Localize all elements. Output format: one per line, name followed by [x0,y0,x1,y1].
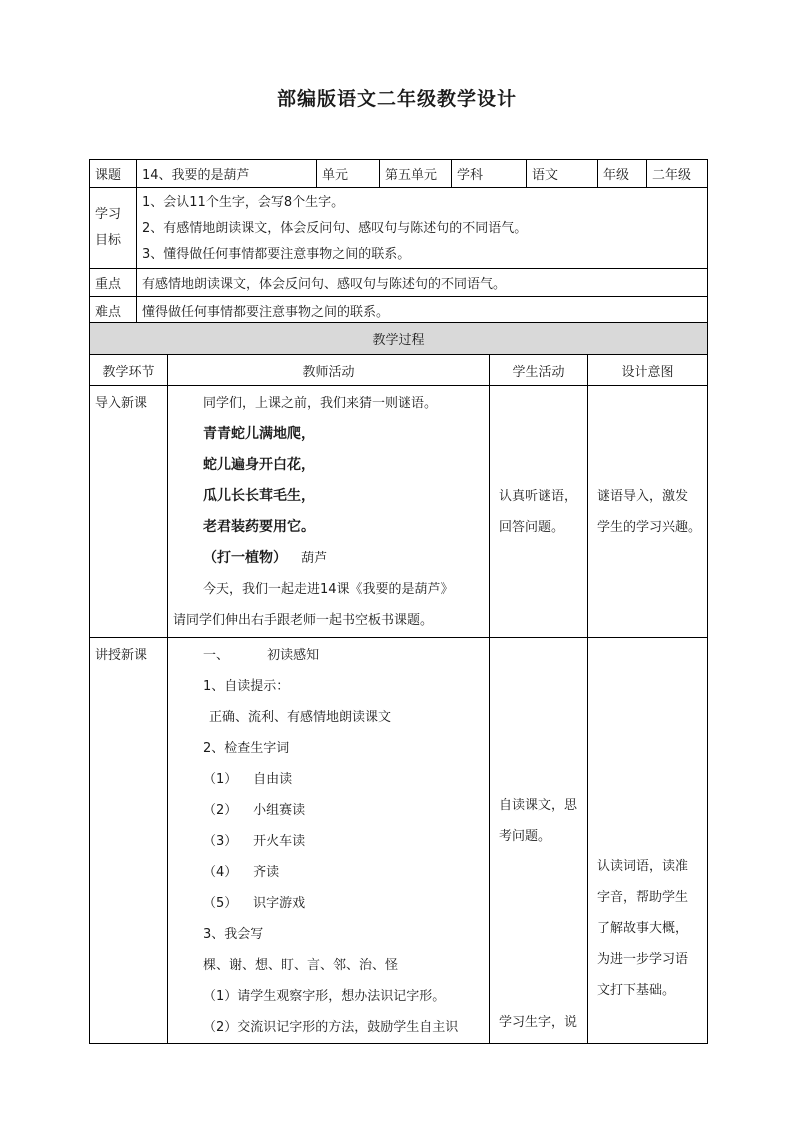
unit-label: 单元 [317,160,380,188]
student-line: 考问题。 [499,829,552,844]
character-list: 棵、谢、想、盯、言、邻、治、怪 [203,958,399,973]
key-point: 有感情地朗读课文，体会反问句、感叹句与陈述句的不同语气。 [137,269,708,297]
difficulty-label: 难点 [90,297,137,325]
teacher-line: 正确、流利、有感情地朗读课文 [209,710,392,725]
subject-label: 学科 [452,160,527,188]
riddle-line: 老君装药要用它。 [203,519,315,535]
step-text: 开火车读 [253,834,306,849]
header-teacher: 教师活动 [168,355,490,386]
topic-value: 14、我要的是葫芦 [137,160,317,188]
teacher-line: 2、检查生字词 [203,741,290,756]
unit-value: 第五单元 [380,160,452,188]
topic-label: 课题 [90,160,137,188]
intent-line: 文打下基础。 [597,983,676,998]
page-title: 部编版语文二年级教学设计 [276,88,517,110]
riddle-hint: （打一植物） [203,550,287,566]
step-text: 自由读 [253,772,293,787]
subject-value: 语文 [527,160,598,188]
lesson-info-table [89,159,708,325]
goals-label-1: 学习 [95,207,122,222]
grade-label: 年级 [598,160,647,188]
goal-item: 3、懂得做任何事情都要注意事物之间的联系。 [142,247,411,262]
intent-line: 字音，帮助学生 [597,890,689,905]
student-line: 认真听谜语， [499,488,578,504]
section-number: 一、 [203,648,230,663]
step-text: 小组赛读 [253,803,306,818]
stage-intro: 导入新课 [95,396,148,411]
teaching-process-table [89,322,708,1044]
student-line: 自读课文，思 [499,798,578,813]
step-text: 齐读 [253,865,280,880]
goal-item: 1、会认11个生字，会写8个生字。 [142,195,345,210]
intent-line: 谜语导入，激发 [597,488,689,504]
teacher-line: 1、自读提示： [203,679,290,694]
teacher-line: 今天，我们一起走进14课《我要的是葫芦》 [203,582,454,597]
section-title: 初读感知 [267,648,320,663]
intent-line: 学生的学习兴趣。 [597,519,702,535]
difficulty-point: 懂得做任何事情都要注意事物之间的联系。 [137,297,708,325]
step-number: （1） [203,772,238,787]
goals-label-2: 目标 [95,233,122,248]
teacher-line: （2）交流识记字形的方法，鼓励学生自主识 [203,1020,459,1035]
process-title: 教学过程 [90,323,708,355]
header-stage: 教学环节 [90,355,168,386]
step-text: 识字游戏 [253,896,306,911]
step-number: （3） [203,834,238,849]
teacher-line: 请同学们伸出右手跟老师一起书空板书课题。 [173,613,434,628]
teacher-line: 3、我会写 [203,927,264,942]
grade-value: 二年级 [647,160,708,188]
goal-item: 2、有感情地朗读课文，体会反问句、感叹句与陈述句的不同语气。 [142,221,528,236]
key-label: 重点 [90,269,137,297]
riddle-line: 瓜儿长长茸毛生， [203,488,315,504]
step-number: （2） [203,803,238,818]
riddle-line: 青青蛇儿满地爬， [203,426,315,442]
header-student: 学生活动 [490,355,588,386]
teacher-line: （1）请学生观察字形，想办法识记字形。 [203,989,446,1004]
intent-line: 为进一步学习语 [597,952,689,967]
student-line: 回答问题。 [499,519,565,535]
intent-line: 认读词语，读准 [597,859,689,874]
teacher-line: 同学们，上课之前，我们来猜一则谜语。 [203,396,438,411]
student-line: 学习生字，说 [499,1015,578,1030]
header-intent: 设计意图 [588,355,708,386]
riddle-line: 蛇儿遍身开白花， [203,457,315,473]
riddle-answer: 葫芦 [301,551,328,566]
step-number: （4） [203,865,238,880]
step-number: （5） [203,896,238,911]
stage-new: 讲授新课 [95,648,148,663]
intent-line: 了解故事大概， [597,921,689,936]
